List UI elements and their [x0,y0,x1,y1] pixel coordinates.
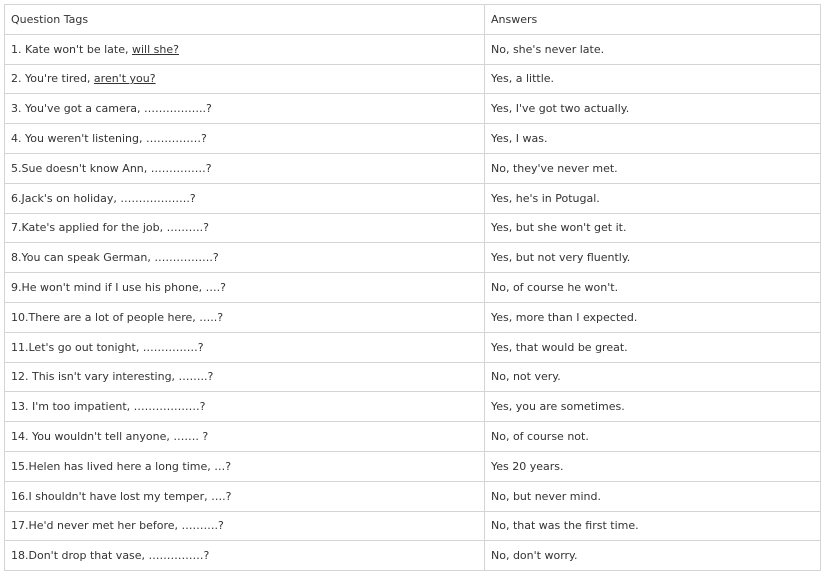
answer-cell: No, that was the first time. [485,511,821,541]
answer-cell: No, they've never met. [485,153,821,183]
question-cell [5,511,485,541]
question-text: 18.Don't drop that vase, ……………? [11,549,210,563]
question-cell [5,94,485,124]
table-body [5,34,821,570]
question-cell [5,273,485,303]
table-row [5,64,821,94]
answer-cell: No, don't worry. [485,541,821,571]
table-row [5,302,821,332]
question-text: 16.I shouldn't have lost my temper, ….? [11,489,232,503]
answer-cell: Yes, I was. [485,124,821,154]
table-row [5,273,821,303]
answer-cell: Yes, but not very fluently. [485,243,821,273]
table-row [5,541,821,571]
answer-cell: Yes, I've got two actually. [485,94,821,124]
table-header-row [5,5,821,35]
header-question-tags: Question Tags [5,5,485,35]
question-cell [5,34,485,64]
question-text: 8.You can speak German, …………….? [11,251,219,265]
question-cell [5,451,485,481]
question-cell [5,302,485,332]
answer-cell: Yes, he's in Potugal. [485,183,821,213]
answer-cell: Yes, that would be great. [485,332,821,362]
question-cell [5,541,485,571]
question-text: 4. You weren't listening, ……………? [11,132,207,146]
table-row [5,332,821,362]
question-cell [5,153,485,183]
question-cell [5,422,485,452]
question-text: 13. I'm too impatient, ………………? [11,400,206,414]
question-text: 2. You're tired, [11,72,94,86]
table-row [5,183,821,213]
answer-cell: Yes, you are sometimes. [485,392,821,422]
header-answers: Answers [485,5,821,35]
table-row [5,392,821,422]
answer-cell: Yes 20 years. [485,451,821,481]
question-tags-table [4,4,821,571]
answer-cell: No, of course he won't. [485,273,821,303]
question-text: 11.Let's go out tonight, ……………? [11,340,204,354]
question-cell [5,481,485,511]
table-row [5,94,821,124]
question-text: 14. You wouldn't tell anyone, ……. ? [11,430,209,444]
question-text: 12. This isn't vary interesting, ……..? [11,370,214,384]
question-cell [5,362,485,392]
table-row [5,153,821,183]
table-row [5,124,821,154]
question-cell [5,243,485,273]
question-text: 1. Kate won't be late, [11,42,132,56]
answer-cell: Yes, more than I expected. [485,302,821,332]
question-text: 17.He'd never met her before, ……….? [11,519,224,533]
question-text: 6.Jack's on holiday, ……………….? [11,191,196,205]
question-cell [5,213,485,243]
question-cell [5,332,485,362]
question-cell [5,392,485,422]
question-tag-answer: aren't you? [93,72,156,86]
table-row [5,34,821,64]
table-row [5,511,821,541]
question-tag-answer: will she? [131,42,179,56]
answer-cell: No, of course not. [485,422,821,452]
question-cell [5,183,485,213]
table-row [5,243,821,273]
answer-cell: No, but never mind. [485,481,821,511]
answer-cell: No, not very. [485,362,821,392]
question-text: 10.There are a lot of people here, …..? [11,310,224,324]
question-cell [5,124,485,154]
table-row [5,451,821,481]
table-row [5,362,821,392]
question-text: 7.Kate's applied for the job, ……….? [11,221,209,235]
question-cell [5,64,485,94]
table-row [5,481,821,511]
table-row [5,213,821,243]
answer-cell: No, she's never late. [485,34,821,64]
question-text: 3. You've got a camera, ……………..? [11,102,212,116]
question-text: 15.Helen has lived here a long time, …? [11,459,232,473]
table-row [5,422,821,452]
answer-cell: Yes, but she won't get it. [485,213,821,243]
question-text: 9.He won't mind if I use his phone, ….? [11,281,226,295]
question-text: 5.Sue doesn't know Ann, ……………? [11,161,212,175]
answer-cell: Yes, a little. [485,64,821,94]
